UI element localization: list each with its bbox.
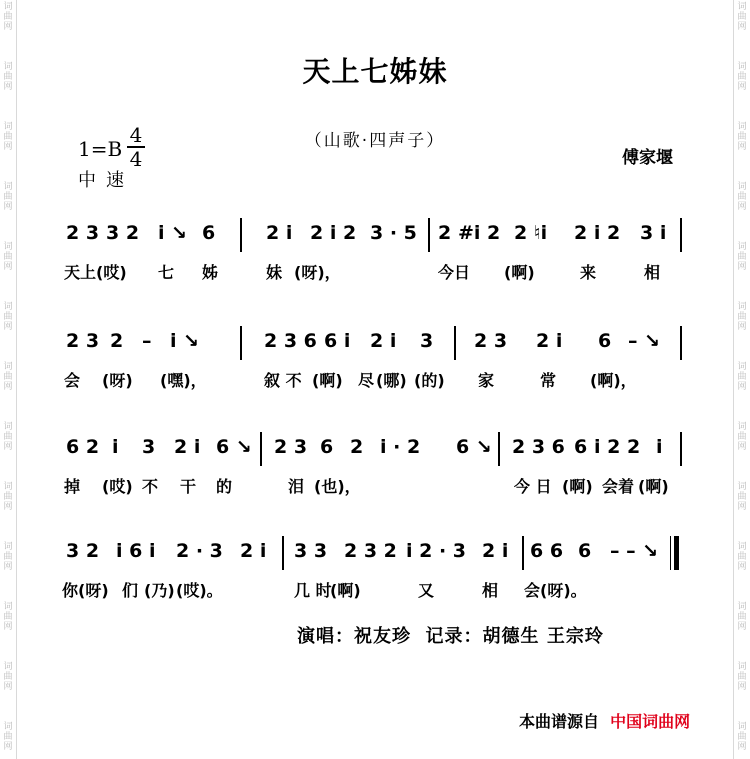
watermark-char: 曲	[3, 312, 13, 322]
note-group: 6 i	[324, 330, 351, 352]
lyric: 相	[482, 581, 499, 600]
time-numerator: 4	[129, 123, 143, 147]
note-group: 6	[598, 330, 612, 352]
note-group: 6	[578, 540, 592, 562]
lyric: 你(呀)	[62, 581, 109, 600]
note-group: –	[142, 330, 152, 352]
lyric: 常	[540, 371, 557, 390]
watermark-unit	[735, 600, 749, 660]
note-group: 3 2	[106, 222, 140, 244]
right-border-line	[733, 0, 734, 759]
watermark-char: 词	[3, 302, 13, 312]
song-title: 天上七姊妹	[302, 55, 448, 88]
barline	[454, 326, 456, 360]
lyric: 不	[142, 477, 159, 496]
watermark-unit	[1, 420, 15, 480]
note-group: – ↘	[628, 330, 661, 352]
watermark-unit	[1, 660, 15, 720]
note-group: 6	[202, 222, 216, 244]
watermark-char: 网	[737, 82, 747, 92]
watermark-char: 词	[737, 242, 747, 252]
lyric: (啊)	[504, 263, 535, 282]
watermark-char: 网	[3, 142, 13, 152]
watermark-char: 曲	[737, 672, 747, 682]
watermark-char: 网	[3, 322, 13, 332]
watermark-char: 曲	[737, 372, 747, 382]
watermark-char: 网	[737, 382, 747, 392]
note-group: i 2 · 3	[406, 540, 467, 562]
watermark-char: 曲	[737, 132, 747, 142]
watermark-char: 网	[3, 562, 13, 572]
watermark-char: 词	[3, 2, 13, 12]
notes-row	[62, 428, 690, 468]
watermark-char: 曲	[3, 672, 13, 682]
watermark-char: 网	[737, 622, 747, 632]
watermark-char: 曲	[3, 72, 13, 82]
note-group: 2 3 6	[512, 436, 565, 458]
note-group: i ↘	[170, 330, 200, 352]
note-group: i 6 i	[116, 540, 156, 562]
watermark-char: 词	[737, 362, 747, 372]
time-signature	[127, 125, 145, 169]
lyric: 们	[122, 581, 139, 600]
singer-name: 祝友珍	[354, 626, 411, 647]
lyric: (哎)	[102, 477, 133, 496]
barline	[498, 432, 500, 466]
note-group: i	[656, 436, 663, 458]
note-group: 6	[320, 436, 334, 458]
watermark-char: 词	[737, 662, 747, 672]
watermark-char: 网	[3, 442, 13, 452]
watermark-char: 词	[737, 122, 747, 132]
lyric: (哎)。	[176, 581, 223, 600]
lyric: 又	[418, 581, 435, 600]
key-signature: 1=B	[78, 137, 123, 161]
note-group: 3 3	[294, 540, 328, 562]
watermark-char: 词	[737, 62, 747, 72]
watermark-char: 词	[3, 62, 13, 72]
lyric: 七	[158, 263, 175, 282]
watermark-char: 词	[737, 2, 747, 12]
watermark-char: 网	[3, 22, 13, 32]
watermark-char: 词	[3, 422, 13, 432]
note-group: 2 i	[240, 540, 267, 562]
note-group: 6 ↘	[216, 436, 252, 458]
note-group: 2 ♮i	[514, 222, 548, 244]
watermark-unit	[1, 360, 15, 420]
watermark-char: 网	[737, 322, 747, 332]
watermark-char: 网	[3, 742, 13, 752]
watermark-unit	[1, 480, 15, 540]
watermark-unit	[735, 720, 749, 759]
watermark-char: 词	[3, 242, 13, 252]
watermark-char: 词	[3, 662, 13, 672]
barline	[522, 536, 524, 570]
watermark-char: 词	[3, 122, 13, 132]
lyric: 尽	[358, 371, 375, 390]
note-group: 2 i 2	[310, 222, 357, 244]
watermark-char: 曲	[737, 252, 747, 262]
lyric: 几 时	[294, 581, 332, 600]
note-group: 6 2	[66, 436, 100, 458]
composer: 傅家堰	[622, 148, 673, 168]
watermark-char: 网	[3, 382, 13, 392]
watermark-char: 网	[737, 262, 747, 272]
barline	[428, 218, 430, 252]
watermark-char: 网	[737, 142, 747, 152]
lyric: 掉	[64, 477, 81, 496]
watermark-char: 词	[3, 602, 13, 612]
note-group: 2	[350, 436, 364, 458]
lyric: 今日	[438, 263, 471, 282]
note-group: #i 2	[458, 222, 501, 244]
watermark-char: 网	[3, 262, 13, 272]
watermark-char: 网	[737, 22, 747, 32]
lyric: 的	[216, 477, 233, 496]
barline	[240, 218, 242, 252]
left-border-line	[16, 0, 17, 759]
watermark-char: 曲	[3, 12, 13, 22]
watermark-char: 网	[737, 742, 747, 752]
lyrics-row	[62, 474, 690, 498]
note-group: 2	[110, 330, 124, 352]
watermark-unit	[735, 540, 749, 600]
note-group: 6	[574, 436, 588, 458]
notes-row	[62, 532, 690, 572]
watermark-char: 词	[737, 722, 747, 732]
barline	[240, 326, 242, 360]
watermark-char: 曲	[737, 732, 747, 742]
note-group: i ↘	[158, 222, 188, 244]
singer-label: 演唱：	[297, 626, 354, 647]
lyric: 来	[580, 263, 597, 282]
lyric: 妹	[266, 263, 283, 282]
watermark-char: 曲	[3, 432, 13, 442]
lyric: (啊)	[330, 581, 361, 600]
watermark-unit	[735, 180, 749, 240]
watermark-unit	[735, 300, 749, 360]
note-group: 2 · 3	[176, 540, 223, 562]
barline	[680, 432, 682, 466]
watermark-unit	[1, 540, 15, 600]
watermark-char: 曲	[3, 132, 13, 142]
note-group: 2 3 2	[344, 540, 397, 562]
watermark-unit	[1, 600, 15, 660]
watermark-unit	[735, 480, 749, 540]
watermark-char: 词	[737, 422, 747, 432]
watermark-unit	[1, 240, 15, 300]
tempo-marking: 中速	[78, 170, 134, 191]
watermark-char: 词	[3, 722, 13, 732]
watermark-char: 曲	[737, 192, 747, 202]
watermark-char: 曲	[737, 612, 747, 622]
watermark-char: 网	[737, 202, 747, 212]
watermark-char: 网	[3, 502, 13, 512]
recorder-label: 记录：	[425, 626, 483, 647]
watermark-char: 词	[3, 542, 13, 552]
lyric: (啊)	[638, 477, 669, 496]
note-group: 3 i	[640, 222, 667, 244]
note-group: 2	[438, 222, 452, 244]
lyrics-row	[62, 368, 690, 392]
watermark-char: 曲	[3, 192, 13, 202]
barline	[282, 536, 284, 570]
lyrics-row	[62, 260, 690, 284]
watermark-char: 网	[3, 82, 13, 92]
lyric: (也)，	[314, 477, 361, 496]
note-group: 3 · 5	[370, 222, 417, 244]
lyric: 泪	[288, 477, 305, 496]
watermark-char: 词	[3, 182, 13, 192]
lyric: 会	[64, 371, 81, 390]
watermark-char: 曲	[3, 552, 13, 562]
right-watermark	[735, 0, 749, 759]
source-brand-link[interactable]: 中国词曲网	[610, 712, 691, 731]
watermark-char: 词	[737, 482, 747, 492]
watermark-unit	[735, 240, 749, 300]
notes-row	[62, 214, 690, 254]
watermark-char: 词	[3, 482, 13, 492]
lyric: (啊)	[312, 371, 343, 390]
watermark-char: 网	[737, 502, 747, 512]
lyric: 相	[644, 263, 661, 282]
note-group: – – ↘	[610, 540, 659, 562]
watermark-unit	[1, 300, 15, 360]
lyric: 会着	[602, 477, 635, 496]
note-group: 2 i	[482, 540, 509, 562]
lyric: (啊)	[562, 477, 593, 496]
source-line	[519, 709, 690, 732]
watermark-char: 曲	[737, 552, 747, 562]
watermark-char: 网	[3, 682, 13, 692]
barline	[680, 326, 682, 360]
lyric: (嘿)，	[160, 371, 207, 390]
watermark-char: 曲	[3, 492, 13, 502]
credits	[297, 622, 604, 648]
note-group: 3	[420, 330, 434, 352]
watermark-char: 曲	[737, 492, 747, 502]
song-subtitle: （山歌·四声子）	[304, 131, 446, 151]
note-group: i · 2	[380, 436, 421, 458]
watermark-char: 曲	[737, 312, 747, 322]
note-group: i	[112, 436, 119, 458]
lyric: 今 日	[514, 477, 552, 496]
watermark-unit	[735, 360, 749, 420]
watermark-char: 曲	[3, 612, 13, 622]
note-group: 3 2	[66, 540, 100, 562]
note-group: 2 i 2	[574, 222, 621, 244]
watermark-unit	[1, 720, 15, 759]
watermark-char: 曲	[737, 12, 747, 22]
note-group: 2 3	[474, 330, 508, 352]
note-group: 2 3	[274, 436, 308, 458]
watermark-char: 网	[3, 202, 13, 212]
barline	[680, 218, 682, 252]
note-group: 2 i	[536, 330, 563, 352]
lyric: (呀)	[102, 371, 133, 390]
lyric: (啊)，	[590, 371, 637, 390]
lyric: 干	[180, 477, 197, 496]
lyric: 天上(哎)	[64, 263, 127, 282]
lyric: (哪)	[376, 371, 407, 390]
watermark-char: 曲	[737, 72, 747, 82]
note-group: 2 i	[266, 222, 293, 244]
watermark-char: 词	[737, 602, 747, 612]
watermark-char: 词	[3, 362, 13, 372]
source-prefix: 本曲谱源自	[519, 712, 600, 731]
notes-row	[62, 322, 690, 362]
note-group: i 2 2	[594, 436, 641, 458]
note-group: 2 i	[370, 330, 397, 352]
lyric: (的)	[414, 371, 445, 390]
watermark-char: 词	[737, 542, 747, 552]
watermark-unit	[735, 660, 749, 720]
barline	[260, 432, 262, 466]
note-group: 2 3	[66, 222, 100, 244]
watermark-char: 网	[737, 442, 747, 452]
watermark-char: 曲	[737, 432, 747, 442]
note-group: 2 i	[174, 436, 201, 458]
watermark-char: 词	[737, 302, 747, 312]
watermark-char: 网	[3, 622, 13, 632]
note-group: 3	[142, 436, 156, 458]
note-group: 6 6	[530, 540, 564, 562]
lyrics-row	[62, 578, 690, 602]
watermark-unit	[1, 180, 15, 240]
time-denominator: 4	[129, 147, 143, 171]
watermark-char: 曲	[3, 252, 13, 262]
watermark-char: 曲	[3, 372, 13, 382]
final-barline-thick	[674, 536, 679, 570]
watermark-unit	[735, 420, 749, 480]
lyric: 会(呀)。	[524, 581, 587, 600]
lyric: 姊	[202, 263, 219, 282]
note-group: 2 3 6	[264, 330, 317, 352]
lyric: 家	[478, 371, 495, 390]
watermark-char: 网	[737, 562, 747, 572]
lyric: 叙 不	[264, 371, 302, 390]
left-watermark	[1, 0, 15, 759]
lyric: (乃)	[144, 581, 175, 600]
final-barline-thin	[670, 536, 671, 570]
watermark-char: 词	[737, 182, 747, 192]
note-group: 2 3	[66, 330, 100, 352]
lyric: (呀)，	[294, 263, 341, 282]
watermark-char: 曲	[3, 732, 13, 742]
recorder-names: 胡德生 王宗玲	[482, 626, 604, 647]
watermark-char: 网	[737, 682, 747, 692]
note-group: 6 ↘	[456, 436, 492, 458]
